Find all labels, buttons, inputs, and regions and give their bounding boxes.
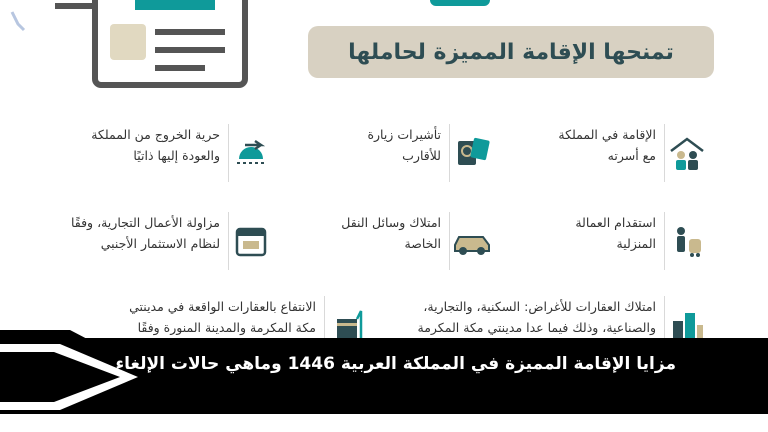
feature-text-line: حرية الخروج من المملكة: [91, 127, 220, 142]
feature-text-line: لنظام الاستثمار الأجنبي: [100, 236, 220, 251]
feature-text-line: الانتفاع بالعقارات الواقعة في مدينتي: [129, 299, 316, 314]
family-home-icon: [664, 124, 708, 182]
feature-text-line: امتلاك وسائل النقل: [341, 215, 441, 230]
feature-text-line: مع أسرته: [607, 148, 656, 163]
feature-family-residence: [558, 124, 708, 182]
passport-visa-icon: [449, 124, 493, 182]
feature-business: [71, 212, 272, 270]
play-arrow-icon: [0, 330, 160, 424]
feature-visit-visas: [367, 124, 493, 182]
feature-text-line: الإقامة في المملكة: [558, 127, 656, 142]
feature-domestic-workers: [575, 212, 708, 270]
feature-text-line: مكة المكرمة والمدينة المنورة وفقًا: [137, 320, 316, 335]
car-icon: [449, 212, 493, 270]
feature-text-line: امتلاك العقارات للأغراض: السكنية، والتجارية،: [423, 299, 656, 314]
airplane-globe-icon: [228, 124, 272, 182]
feature-text-line: والعودة إليها ذاتيًا: [133, 148, 220, 163]
id-card-graphic: [55, 0, 255, 88]
feature-text-line: الخاصة: [404, 236, 441, 251]
title-fragment: [430, 0, 490, 6]
headline-text: مزايا الإقامة المميزة في المملكة العربية 1446 وماهي حالات الإلغاء: [115, 354, 676, 374]
feature-text-line: للأقارب: [402, 148, 441, 163]
feature-text-line: تأشيرات زيارة: [367, 127, 441, 142]
subtitle-banner: [308, 26, 714, 78]
sparkle-icon: [8, 10, 28, 32]
feature-text-line: مزاولة الأعمال التجارية، وفقًا: [70, 215, 220, 230]
feature-private-transport: [341, 212, 493, 270]
domestic-worker-icon: [664, 212, 708, 270]
feature-exit-return: [91, 124, 272, 182]
feature-text-line: والصناعية، وذلك فيما عدا مدينتي مكة المكرمة: [417, 320, 656, 335]
bottom-cutoff: [0, 414, 768, 432]
feature-text-line: استقدام العمالة: [575, 215, 656, 230]
feature-text-line: المنزلية: [616, 236, 656, 251]
banner-text: تمنحها الإقامة المميزة لحاملها: [348, 39, 674, 65]
business-shop-icon: [228, 212, 272, 270]
